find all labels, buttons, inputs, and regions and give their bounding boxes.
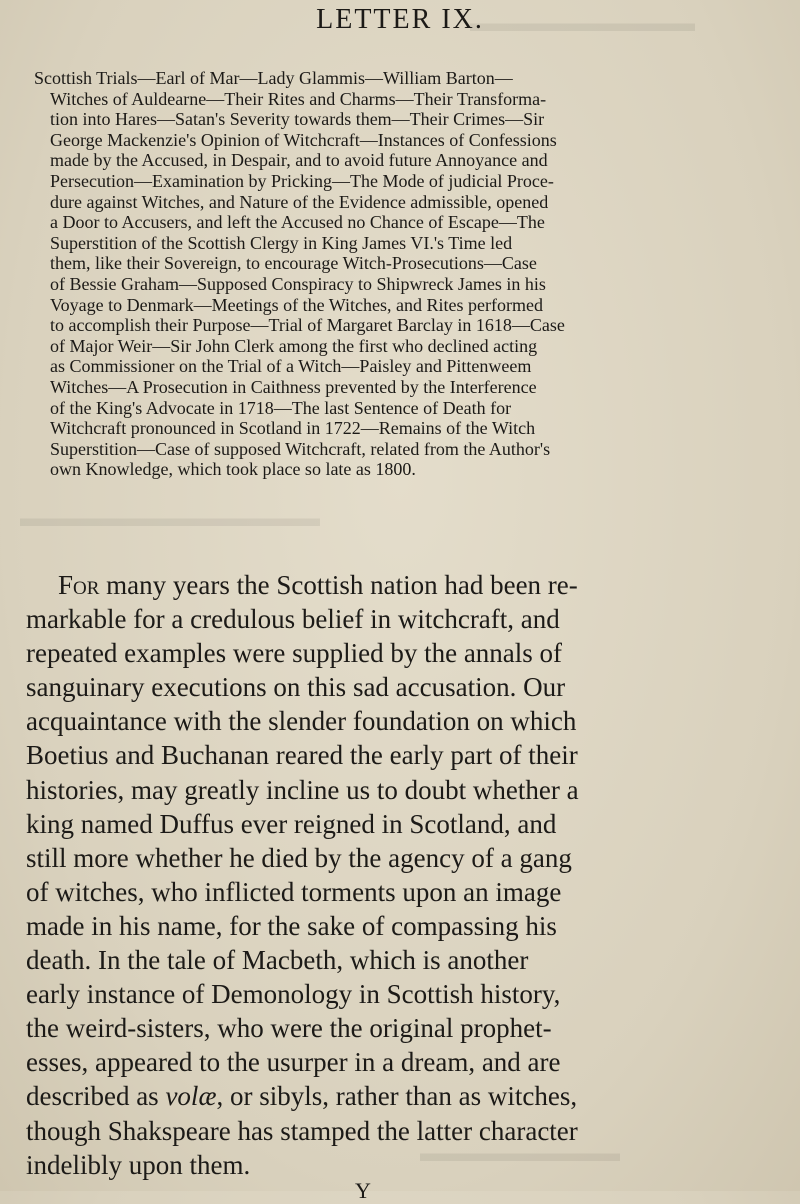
- body-line: Boetius and Buchanan reared the early part of their: [26, 740, 578, 771]
- summary-line: as Commissioner on the Trial of a Witch—Paisley and Pittenweem: [50, 356, 532, 377]
- summary-line: dure against Witches, and Nature of the Evidence admissible, opened: [50, 191, 549, 212]
- body-line-text: described as: [26, 1081, 166, 1112]
- summary-line: Witches of Auldearne—Their Rites and Charms—Their Transforma-: [50, 88, 547, 109]
- chapter-summary: [34, 68, 782, 480]
- summary-line: made by the Accused, in Despair, and to avoid future Annoyance and: [50, 150, 548, 171]
- body-line: death. In the tale of Macbeth, which is another: [26, 945, 529, 976]
- summary-line: Voyage to Denmark—Meetings of the Witches, and Rites performed: [50, 294, 543, 315]
- summary-line: of Bessie Graham—Supposed Conspiracy to Shipwreck James in his: [50, 273, 546, 294]
- body-paragraph: [26, 568, 790, 1182]
- show-through-shading: ▬▬▬▬▬▬▬▬▬▬▬▬: [20, 505, 320, 532]
- summary-line: Superstition of the Scottish Clergy in King James VI.'s Time led: [50, 232, 513, 253]
- body-line: made in his name, for the sake of compassing his: [26, 910, 557, 941]
- body-line: histories, may greatly incline us to doubt whether a: [26, 774, 579, 805]
- body-line-text: many years the Scottish nation had been re-: [99, 570, 578, 600]
- body-line: acquaintance with the slender foundation on which: [26, 706, 577, 737]
- summary-line: George Mackenzie's Opinion of Witchcraft—Instances of Confessions: [50, 129, 557, 150]
- body-line: king named Duffus ever reigned in Scotland, and: [26, 808, 557, 839]
- summary-line: Persecution—Examination by Pricking—The Mode of judicial Proce-: [50, 170, 554, 191]
- body-line: the weird-sisters, who were the original prophet-: [26, 1013, 552, 1044]
- opening-word: For: [58, 570, 100, 600]
- summary-line: tion into Hares—Satan's Severity towards them—Their Crimes—Sir: [50, 109, 545, 130]
- body-line: indelibly upon them.: [26, 1149, 251, 1180]
- body-line: early instance of Demonology in Scottish history,: [26, 979, 561, 1010]
- italic-word: volæ: [165, 1081, 217, 1112]
- summary-line: Witches—A Prosecution in Caithness prevented by the Interference: [50, 376, 537, 397]
- summary-line: to accomplish their Purpose—Trial of Margaret Barclay in 1618—Case: [50, 315, 565, 336]
- body-line: sanguinary executions on this sad accusation. Our: [26, 672, 566, 703]
- summary-line: a Door to Accusers, and left the Accused no Chance of Escape—The: [50, 212, 545, 233]
- summary-line: Witchcraft pronounced in Scotland in 1722—Remains of the Witch: [50, 418, 536, 439]
- body-line: [26, 568, 790, 602]
- body-line: of witches, who inflicted torments upon an image: [26, 876, 562, 907]
- summary-line: Scottish Trials—Earl of Mar—Lady Glammis—William Barton—: [34, 68, 513, 88]
- body-line: [26, 1079, 790, 1113]
- summary-line: of the King's Advocate in 1718—The last Sentence of Death for: [50, 397, 512, 418]
- show-through-shading: ▬▬▬▬▬▬▬▬: [420, 1140, 620, 1167]
- summary-line: them, like their Sovereign, to encourage Witch-Prosecutions—Case: [50, 253, 537, 274]
- body-line-text: , or sibyls, rather than as witches,: [216, 1081, 578, 1112]
- chapter-heading: LETTER IX.: [316, 4, 484, 35]
- body-line: repeated examples were supplied by the annals of: [26, 638, 563, 669]
- body-line: markable for a credulous belief in witchcraft, and: [26, 604, 560, 635]
- summary-line: of Major Weir—Sir John Clerk among the first who declined acting: [50, 335, 538, 356]
- show-through-shading: ▬▬▬▬▬▬▬▬▬: [470, 10, 695, 37]
- body-line: still more whether he died by the agency of a gang: [26, 842, 572, 873]
- summary-line: own Knowledge, which took place so late as 1800.: [50, 459, 416, 480]
- summary-line: Superstition—Case of supposed Witchcraft, related from the Author's: [50, 438, 551, 459]
- body-line: though Shakspeare has stamped the latter character: [26, 1115, 578, 1146]
- body-line: esses, appeared to the usurper in a dream, and are: [26, 1047, 561, 1078]
- signature-mark: Y: [355, 1178, 371, 1203]
